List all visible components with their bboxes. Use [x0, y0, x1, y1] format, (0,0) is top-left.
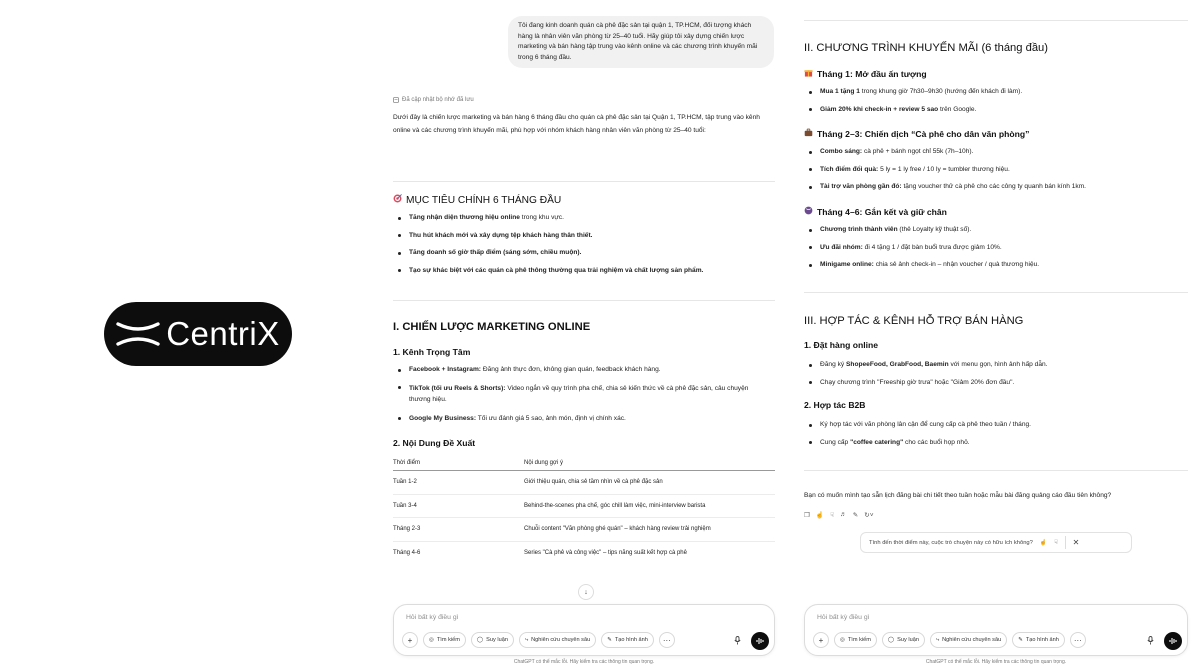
composer-tools [813, 632, 1086, 648]
arrow-down-icon: ↓ [584, 588, 588, 596]
list-item: TikTok (tối ưu Reels & Shorts): Video ngắn về quy trình pha chế, chia sẻ kiến thức về cà phê đặc sản, câu chuyện thương hiệu. [393, 383, 775, 406]
voice-mode-button[interactable] [1164, 632, 1182, 650]
add-button[interactable] [813, 632, 829, 648]
list-item: Tích điểm đổi quà: 5 ly = 1 ly free / 10 ly = tumbler thương hiệu. [804, 165, 1188, 175]
list-item: Chạy chương trình "Freeship giờ trưa" hoặc "Giảm 20% đơn đầu". [804, 378, 1188, 388]
divider [804, 20, 1188, 21]
table-cell: Tháng 4-6 [393, 549, 421, 556]
list-item: Minigame online: chia sẻ ảnh check-in – nhận voucher / quà thương hiệu. [804, 260, 1188, 270]
list-item: Ưu đãi nhóm: đi 4 tặng 1 / đặt bàn buổi trưa được giảm 10%. [804, 243, 1188, 253]
add-button[interactable] [402, 632, 418, 648]
sub2-title: 2. Nội Dung Đề Xuất [393, 438, 476, 448]
table-row [393, 471, 775, 495]
reason-tool-button[interactable] [882, 632, 925, 648]
deep-research-button[interactable] [519, 632, 596, 648]
speaker-icon[interactable]: ♬ [840, 511, 847, 518]
chat-panel-right [804, 0, 1188, 672]
briefcase-icon [804, 128, 813, 139]
section1-title: I. CHIẾN LƯỢC MARKETING ONLINE [393, 321, 591, 333]
divider [393, 181, 775, 182]
user-message: Tôi đang kinh doanh quán cà phê đặc sản tại quận 1, TP.HCM, đối tượng khách hàng là nhân viên văn phòng từ 25–40 tuổi. Hãy giúp tôi xây dựng chiến lược marketing và bán hàng tập trung vào kênh online và các chương trình khuyến mãi trong 6 tháng đầu. [508, 16, 774, 68]
month2-list [804, 147, 1188, 192]
tool-label: Nghiên cứu chuyên sâu [942, 637, 1002, 643]
close-icon[interactable]: ✕ [1072, 538, 1080, 547]
reason-tool-button[interactable] [471, 632, 514, 648]
centrix-mark-icon [116, 321, 160, 347]
coffee-bean-icon [804, 206, 813, 217]
memory-note [393, 97, 474, 103]
regenerate-icon[interactable]: ↻˅ [864, 512, 874, 519]
tool-label: Tìm kiếm [436, 637, 460, 643]
disclaimer: ChatGPT có thể mắc lỗi. Hãy kiểm tra các thông tin quan trọng. [513, 659, 655, 665]
month2-title: Tháng 2–3: Chiến dịch “Cà phê cho dân văn phòng” [817, 129, 1030, 139]
disclaimer: ChatGPT có thể mắc lỗi. Hãy kiểm tra các thông tin quan trọng. [925, 659, 1067, 665]
divider [804, 470, 1188, 471]
online-order-list [804, 360, 1188, 387]
thumbs-up-icon[interactable]: ☝ [815, 512, 825, 519]
table-cell: Tuần 1-2 [393, 479, 417, 486]
list-item: Tăng nhận diện thương hiệu online trong khu vực. [393, 213, 775, 223]
month3-list [804, 225, 1188, 270]
divider [393, 300, 775, 301]
goals-list [393, 213, 775, 275]
list-item: Google My Business: Tối ưu đánh giá 5 sao, ảnh món, định vị chính xác. [393, 414, 775, 424]
month1-title: Tháng 1: Mở đầu ấn tượng [817, 69, 927, 79]
tool-label: Nghiên cứu chuyên sâu [531, 637, 591, 643]
list-item: Mua 1 tặng 1 trong khung giờ 7h30–9h30 (hướng đến khách đi làm). [804, 87, 1188, 97]
microphone-icon[interactable] [1147, 636, 1154, 647]
lightbulb-icon: ◯ [887, 637, 895, 643]
more-tools-button[interactable] [659, 632, 675, 648]
plus-icon: + [407, 635, 413, 645]
assistant-intro: Dưới đây là chiến lược marketing và bán hàng 6 tháng đầu cho quán cà phê đặc sản tại Quận 1, TP.HCM, tập trung vào kênh online và các chương trình khuyến mãi, phù hợp với nhóm khách hàng nhân viên văn phòng từ 25–40 tuổi: [393, 114, 760, 135]
create-image-button[interactable] [1012, 632, 1065, 648]
table-cell: Series "Cà phê và công việc" – tips năng suất kết hợp cà phê [524, 549, 687, 556]
b2b-list [804, 420, 1188, 447]
tool-label: Tạo hình ảnh [1025, 637, 1059, 643]
table-header [393, 456, 775, 471]
table-row [393, 495, 775, 519]
table-cell: Chuỗi content "Văn phòng ghé quán" – khách hàng review trải nghiệm [524, 526, 711, 533]
table-row [393, 542, 775, 565]
table-cell: Tháng 2-3 [393, 526, 421, 533]
edit-icon[interactable]: ✎ [852, 512, 859, 519]
search-tool-button[interactable] [423, 632, 466, 648]
composer [804, 604, 1188, 656]
scroll-down-button[interactable] [578, 584, 594, 600]
table-header-cell: Nội dung gợi ý [524, 460, 563, 466]
list-item: Tạo sự khác biệt với các quán cà phê thông thường qua trải nghiệm và chất lượng sản phẩm. [393, 266, 775, 276]
table-row [393, 518, 775, 542]
more-icon: ··· [662, 635, 671, 645]
assistant-question: Bạn có muốn mình tạo sẵn lịch đăng bài chi tiết theo tuần hoặc mẫu bài đăng quảng cáo đầu tiên không? [804, 492, 1112, 499]
goals-heading [393, 194, 561, 206]
section3-title: III. HỢP TÁC & KÊNH HỖ TRỢ BÁN HÀNG [804, 315, 1024, 327]
gift-icon [804, 68, 813, 79]
chat-panel-left [393, 0, 775, 672]
table-cell: Tuần 3-4 [393, 502, 417, 509]
microphone-icon[interactable] [734, 636, 741, 647]
month3-heading [804, 206, 947, 217]
composer-input[interactable]: Hỏi bất kỳ điều gì [817, 614, 870, 621]
plus-icon: + [818, 635, 824, 645]
image-icon: ✎ [1018, 637, 1023, 643]
image-icon: ✎ [607, 637, 612, 643]
more-tools-button[interactable] [1070, 632, 1086, 648]
tool-label: Suy luận [897, 637, 919, 643]
brand-logo [104, 302, 292, 366]
b2b-title: 2. Hợp tác B2B [804, 400, 866, 410]
online-order-title: 1. Đặt hàng online [804, 340, 879, 350]
content-table [393, 456, 775, 564]
table-header-cell: Thời điểm [393, 460, 420, 466]
list-item: Chương trình thành viên (thẻ Loyalty kỹ thuật số). [804, 225, 1188, 235]
waveform-icon [756, 637, 765, 645]
list-item: Tài trợ văn phòng gần đó: tặng voucher thử cà phê cho các công ty quanh bán kính 1km. [804, 182, 1188, 192]
search-tool-button[interactable] [834, 632, 877, 648]
list-item: Cung cấp "coffee catering" cho các buổi họp nhỏ. [804, 438, 1188, 448]
channels-list [393, 365, 775, 423]
goals-title: MỤC TIÊU CHÍNH 6 THÁNG ĐẦU [406, 195, 562, 206]
table-cell: Giới thiệu quán, chia sẻ tầm nhìn về cà phê đặc sản [524, 479, 663, 486]
globe-icon: ◎ [429, 637, 434, 643]
feedback-prompt [860, 532, 1132, 553]
composer [393, 604, 775, 656]
composer-input[interactable]: Hỏi bất kỳ điều gì [406, 614, 459, 621]
month3-title: Tháng 4–6: Gắn kết và giữ chân [817, 207, 947, 217]
tool-label: Tạo hình ảnh [614, 637, 648, 643]
list-item: Đăng ký ShopeeFood, GrabFood, Baemin với menu gọn, hình ảnh hấp dẫn. [804, 360, 1188, 370]
list-item: Ký hợp tác với văn phòng lân cận để cung cấp cà phê theo tuần / tháng. [804, 420, 1188, 430]
memory-note-text: Đã cập nhật bộ nhớ đã lưu [402, 97, 474, 103]
thumbs-down-icon[interactable]: ☟ [1054, 539, 1058, 546]
brand-name: CentriX [166, 315, 280, 352]
divider [804, 292, 1188, 293]
divider [1065, 536, 1066, 549]
tool-label: Tìm kiếm [847, 637, 871, 643]
composer-tools [402, 632, 675, 648]
thumbs-down-icon[interactable]: ☟ [830, 512, 835, 519]
feedback-text: Tính đến thời điểm này, cuộc trò chuyện này có hữu ích không? [869, 539, 1033, 546]
thumbs-up-icon[interactable]: ☝ [1039, 539, 1048, 546]
copy-icon[interactable]: ❐ [804, 512, 810, 519]
memory-icon [393, 97, 399, 103]
section2-title: II. CHƯƠNG TRÌNH KHUYẾN MÃI (6 tháng đầu) [804, 42, 1048, 54]
waveform-icon [1169, 637, 1178, 645]
list-item: Thu hút khách mới và xây dựng tệp khách hàng thân thiết. [393, 231, 775, 241]
list-item: Giảm 20% khi check-in + review 5 sao trên Google. [804, 105, 1188, 115]
lightbulb-icon: ◯ [476, 637, 484, 643]
create-image-button[interactable] [601, 632, 654, 648]
telescope-icon: ⤷ [524, 636, 529, 643]
month1-heading [804, 68, 927, 79]
table-cell: Behind-the-scenes pha chế, góc chill làm việc, mini-interview barista [524, 502, 706, 509]
voice-mode-button[interactable] [751, 632, 769, 650]
list-item: Combo sáng: cà phê + bánh ngọt chỉ 55k (7h–10h). [804, 147, 1188, 157]
sub1-title: 1. Kênh Trọng Tâm [393, 347, 471, 357]
deep-research-button[interactable] [930, 632, 1007, 648]
message-actions [804, 511, 874, 519]
globe-icon: ◎ [840, 637, 845, 643]
month2-heading [804, 128, 1029, 139]
list-item: Tăng doanh số giờ thấp điểm (sáng sớm, chiều muộn). [393, 248, 775, 258]
telescope-icon: ⤷ [935, 636, 940, 643]
month1-list [804, 87, 1188, 114]
more-icon: ··· [1073, 635, 1082, 645]
tool-label: Suy luận [486, 637, 508, 643]
target-icon [393, 194, 402, 206]
list-item: Facebook + Instagram: Đăng ảnh thực đơn, không gian quán, feedback khách hàng. [393, 365, 775, 375]
